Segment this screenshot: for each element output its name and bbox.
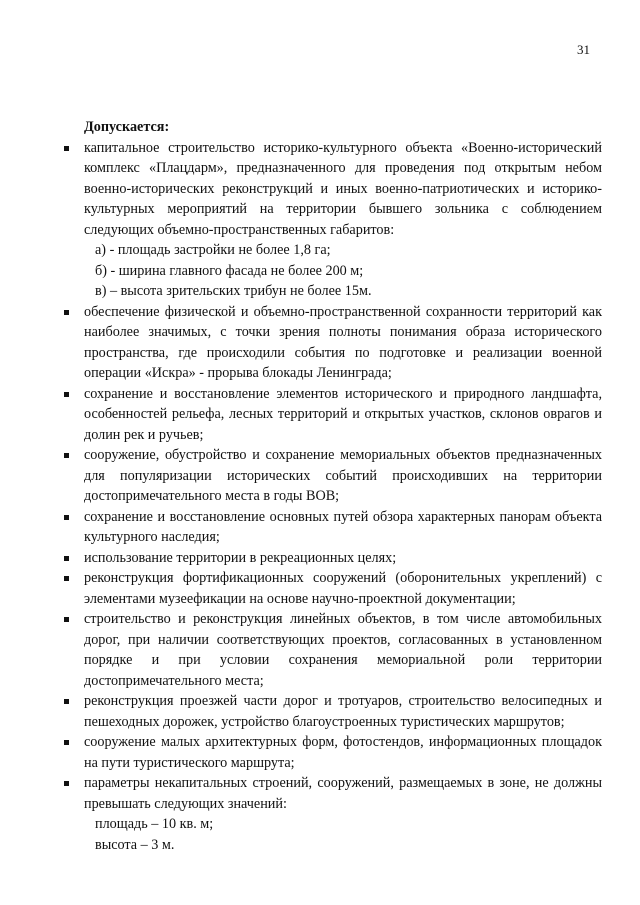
list-item-text: строительство и реконструкция линейных объектов, в том числе автомобильных дорог, при наличии соответствующих проектов, согласованных в установленном порядке и при условии сохранения мемориальной роли территории достопримечательного места; [84, 611, 602, 689]
list-item [84, 507, 602, 548]
list-item-text: сооружение малых архитектурных форм, фотостендов, информационных площадок на пути туристического маршрута; [84, 734, 602, 771]
list-item [84, 691, 602, 732]
list-item-text: сохранение и восстановление основных путей обзора характерных панорам объекта культурного наследия; [84, 508, 602, 545]
list-item [84, 138, 602, 302]
sub-item: б) - ширина главного фасада не более 200 м; [95, 262, 364, 279]
list-item [84, 568, 602, 609]
list-item-text: параметры некапитальных строений, сооружений, размещаемых в зоне, не должны превышать следующих значений: [84, 775, 602, 812]
list-item-text: капитальное строительство историко-культурного объекта «Военно-исторический комплекс «Плацдарм», предназначенного для проведения под открытым небом военно-исторических реконструкций и иных военно-патриотических и историко-культурных мероприятий на территории бывшего зольника с соблюдением следующих объемно-пространственных габаритов: [84, 139, 602, 238]
page-number: 31 [577, 42, 590, 57]
list-item-text: реконструкция фортификационных сооружений (оборонительных укреплений) с элементами музеефикации на основе научно-проектной документации; [84, 570, 602, 607]
sub-item: площадь – 10 кв. м; [95, 816, 214, 832]
list-item [84, 445, 602, 507]
list-item-text: обеспечение физической и объемно-пространственной сохранности территорий как наиболее значимых, с точки зрения полноты понимания образа исторического пространства, где происходили события по подготовке и реализации военной операции «Искра» - прорыва блокады Ленинграда; [84, 303, 602, 381]
section-heading: Допускается: [84, 119, 170, 135]
sub-item: в) – высота зрительских трибун не более 15м. [95, 283, 372, 299]
list-item-text: сооружение, обустройство и сохранение мемориальных объектов предназначенных для популяризации исторических событий происходивших на территории достопримечательного места в годы ВОВ; [84, 447, 602, 504]
document-body [84, 117, 602, 855]
list-item-text: реконструкция проезжей части дорог и тротуаров, строительство велосипедных и пешеходных дорожек, устройство благоустроенных туристических маршрутов; [84, 693, 602, 730]
list-item [84, 302, 602, 384]
sub-item: а) - площадь застройки не более 1,8 га; [95, 242, 331, 258]
list-item [84, 773, 602, 855]
list-item [84, 548, 602, 569]
list-item [84, 732, 602, 773]
list-item-text: использование территории в рекреационных целях; [84, 549, 397, 566]
list-item [84, 609, 602, 691]
sub-item: высота – 3 м. [95, 836, 175, 853]
bullet-list [84, 138, 602, 856]
list-item-text: сохранение и восстановление элементов исторического и природного ландшафта, особенностей рельефа, лесных территорий и открытых участков, склонов оврагов и долин рек и ручьев; [84, 385, 602, 443]
list-item [84, 384, 602, 446]
